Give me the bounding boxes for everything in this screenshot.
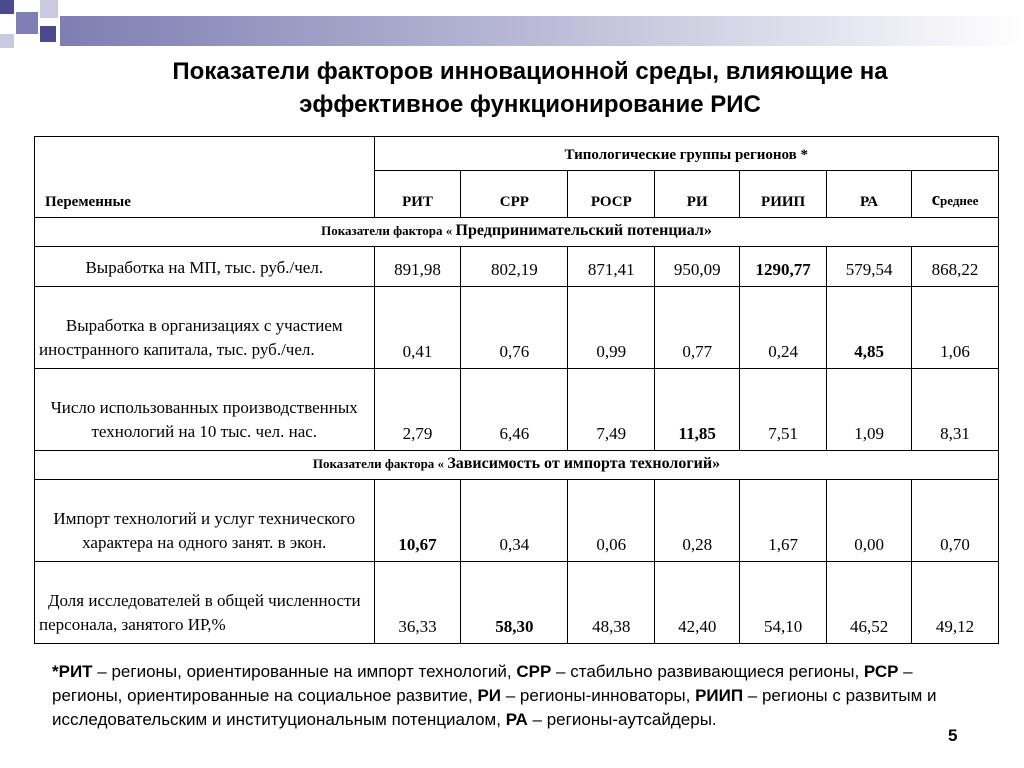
- value-cell: 1,09: [827, 369, 912, 451]
- value-cell: 579,54: [827, 247, 912, 287]
- value-cell: 48,38: [568, 562, 655, 644]
- value-cell: 7,49: [568, 369, 655, 451]
- value-cell: 42,40: [655, 562, 740, 644]
- value-cell: 1,06: [912, 287, 999, 369]
- deco-square: [0, 34, 14, 48]
- table-row: [35, 562, 999, 644]
- variables-header: Переменные: [35, 137, 375, 218]
- value-cell: 10,67: [374, 480, 461, 562]
- column-header: РИТ: [374, 171, 461, 218]
- section-name: Зависимость от импорта технологий»: [447, 455, 721, 472]
- value-cell: 1,67: [740, 480, 827, 562]
- mean-symbol: с: [931, 189, 941, 210]
- slide-title: [60, 55, 1000, 121]
- column-header-mean: [912, 171, 999, 218]
- value-cell: 11,85: [655, 369, 740, 451]
- column-header: РОСР: [568, 171, 655, 218]
- row-label: Выработка на МП, тыс. руб./чел.: [35, 247, 375, 287]
- footnote-text: – регионы, ориентированные на импорт технологий,: [92, 662, 517, 681]
- value-cell: 49,12: [912, 562, 999, 644]
- footnote-text: – регионы, ориентированные на социальное развитие,: [52, 662, 913, 705]
- value-cell: 871,41: [568, 247, 655, 287]
- value-cell: 0,28: [655, 480, 740, 562]
- value-cell: 891,98: [374, 247, 461, 287]
- deco-square: [40, 0, 58, 18]
- value-cell: 0,34: [461, 480, 568, 562]
- value-cell: 0,00: [827, 480, 912, 562]
- header-gradient-bar: [70, 16, 1024, 46]
- section-prefix: Показатели фактора «: [321, 223, 456, 238]
- value-cell: 2,79: [374, 369, 461, 451]
- value-cell: 8,31: [912, 369, 999, 451]
- table-row: [35, 247, 999, 287]
- indicators-table: [34, 136, 999, 644]
- table-row: [35, 480, 999, 562]
- section-header: [35, 218, 999, 247]
- row-label: Доля исследователей в общей численности персонала, занятого ИР,%: [35, 562, 375, 644]
- footnote-abbr: РИИП: [695, 686, 744, 705]
- value-cell: 46,52: [827, 562, 912, 644]
- value-cell: 0,70: [912, 480, 999, 562]
- value-cell: 54,10: [740, 562, 827, 644]
- mean-subscript: реднее: [940, 193, 979, 208]
- page-number: 5: [948, 726, 958, 745]
- column-header: РИ: [655, 171, 740, 218]
- footnote: [52, 660, 972, 732]
- deco-square: [0, 0, 14, 14]
- column-header: СРР: [461, 171, 568, 218]
- column-header: РА: [827, 171, 912, 218]
- section-prefix: Показатели фактора «: [312, 456, 448, 471]
- deco-square: [60, 16, 70, 46]
- value-cell: 7,51: [740, 369, 827, 451]
- value-cell: 868,22: [912, 247, 999, 287]
- groups-header: Типологические группы регионов *: [374, 137, 998, 171]
- footnote-text: – стабильно развивающиеся регионы,: [551, 662, 864, 681]
- value-cell: 6,46: [461, 369, 568, 451]
- footnote-abbr: РСР: [863, 662, 899, 681]
- value-cell: 0,41: [374, 287, 461, 369]
- deco-square: [16, 12, 38, 34]
- footnote-abbr: РА: [505, 710, 528, 729]
- value-cell: 0,99: [568, 287, 655, 369]
- footnote-abbr: РИ: [477, 686, 502, 705]
- value-cell: 950,09: [655, 247, 740, 287]
- value-cell: 58,30: [461, 562, 568, 644]
- value-cell: 802,19: [461, 247, 568, 287]
- value-cell: 1290,77: [740, 247, 827, 287]
- section-name: Предпринимательский потенциал»: [455, 222, 712, 239]
- row-label: Число использованных производственных технологий на 10 тыс. чел. нас.: [35, 369, 375, 451]
- column-header: РИИП: [740, 171, 827, 218]
- value-cell: 4,85: [827, 287, 912, 369]
- title-line-1: Показатели факторов инновационной среды, влияющие на: [172, 58, 888, 85]
- footnote-star: *: [52, 662, 59, 681]
- footnote-abbr: РИТ: [58, 662, 93, 681]
- title-line-2: эффективное функционирование РИС: [299, 91, 761, 118]
- section-row: [35, 451, 999, 480]
- section-header: [35, 451, 999, 480]
- value-cell: 0,76: [461, 287, 568, 369]
- value-cell: 0,77: [655, 287, 740, 369]
- table-row: [35, 287, 999, 369]
- table-row: [35, 369, 999, 451]
- header-row: [35, 137, 999, 171]
- row-label: Выработка в организациях с участием иностранного капитала, тыс. руб./чел.: [35, 287, 375, 369]
- value-cell: 36,33: [374, 562, 461, 644]
- value-cell: 0,06: [568, 480, 655, 562]
- footnote-text: – регионы с развитым и исследовательским и институциональным потенциалом,: [52, 686, 937, 729]
- value-cell: 0,24: [740, 287, 827, 369]
- footnote-text: – регионы-инноваторы,: [501, 686, 696, 705]
- deco-square: [40, 26, 56, 42]
- footnote-text: – регионы-аутсайдеры.: [527, 710, 717, 729]
- section-row: [35, 218, 999, 247]
- footnote-abbr: СРР: [516, 662, 552, 681]
- row-label: Импорт технологий и услуг технического характера на одного занят. в экон.: [35, 480, 375, 562]
